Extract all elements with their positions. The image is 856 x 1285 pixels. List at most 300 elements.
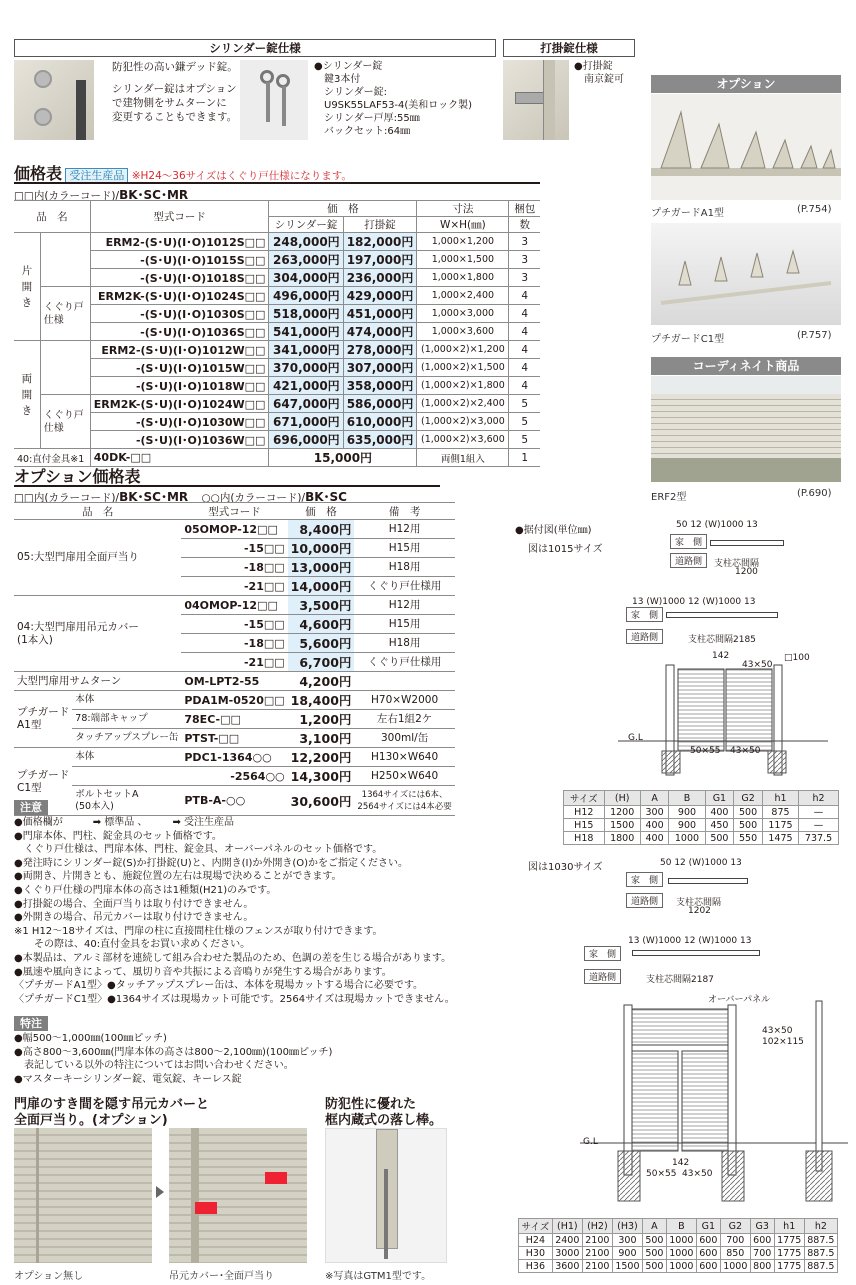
elev1-100: □100 (784, 653, 810, 663)
dim-cell: 400 (705, 806, 734, 819)
elev1-4350b: 43×50 (730, 746, 761, 756)
dim-header-row (564, 791, 839, 806)
petit-guard-c1-image (651, 223, 841, 325)
price-cylinder: 696,000円 (269, 431, 343, 449)
price-code: -(S･U)(I･O)1018S□□ (90, 269, 269, 287)
option-group-name: プチガード A1型 (14, 691, 72, 748)
price-pack: 5 (509, 395, 540, 413)
keys-spec-line: バックセット:64㎜ (324, 126, 411, 137)
dim-cell: H18 (564, 832, 605, 845)
option-sub-name: ボルトセットA (50本入) (72, 786, 181, 816)
price-dimension: (1,000×2)×1,500 (417, 359, 509, 377)
price-dimension: 1,000×1,500 (417, 251, 509, 269)
elev2-102115: 102×115 (762, 1037, 804, 1047)
note-line: 〈プチガードC1型〉●1364サイズは現場カット可能です。2564サイズは現場カットできません。 (14, 993, 455, 1005)
cylinder-desc-line: シリンダー錠はオプション (112, 83, 237, 95)
dim-row (519, 1260, 838, 1273)
option-code: -18□□ (181, 634, 287, 653)
plan3-width: 1202 (688, 906, 711, 916)
price-latch: 278,000円 (343, 341, 417, 359)
opt-col-note: 備 考 (354, 503, 454, 520)
cylinder-desc-line: 変更することもできます。 (112, 111, 238, 123)
price-dimension: (1,000×2)×3,600 (417, 431, 509, 449)
option-sub-name: 本体 (72, 691, 181, 710)
special-line: 表記している以外の特注についてはお問い合わせください。 (14, 1060, 294, 1072)
dim-cell: 800 (750, 1260, 774, 1273)
dim-cell: 1000 (669, 832, 705, 845)
notes-title: 注意 (14, 800, 48, 815)
dim-header-cell: (H2) (582, 1219, 612, 1234)
cover-option-photo (169, 1128, 307, 1263)
dim-cell: 600 (696, 1234, 720, 1247)
note-line: くぐり戸仕様は、門扉本体、門柱、錠金具、オーバーパネルのセット価格です。 (14, 844, 383, 856)
petit-guard-a1-drawing (651, 94, 841, 200)
price-cylinder: 421,000円 (269, 377, 343, 395)
notes-section (14, 800, 455, 1006)
plan3-center-label: 支柱芯間隔 (676, 898, 722, 908)
elevation2-drawing (580, 995, 848, 1210)
option-price: 12,200円 (288, 748, 355, 767)
option-row (14, 729, 455, 748)
option-price: 3,500円 (288, 596, 355, 615)
elev1-142: 142 (712, 651, 730, 661)
plan3-gate (668, 878, 748, 884)
petit-a1-label: プチガードA1型 (651, 208, 725, 219)
price-pack: 3 (509, 233, 540, 251)
option-price: 30,600円 (288, 786, 355, 816)
petit-c1-label: プチガードC1型 (651, 334, 725, 345)
option-group-name: 大型門扉用サムターン (14, 672, 181, 691)
price-latch: 429,000円 (343, 287, 417, 305)
price-row (14, 377, 540, 395)
option-sub-name: 78:端部キャップ (72, 710, 181, 729)
price-pack: 5 (509, 413, 540, 431)
dim-header-row (519, 1219, 838, 1234)
option-code: -21□□ (181, 577, 287, 596)
col-dim2: W×H(㎜) (417, 217, 509, 233)
option-note: くぐり戸仕様用 (354, 577, 454, 596)
keys-spec (314, 60, 472, 138)
dim-cell: 300 (640, 806, 669, 819)
keys-photo (240, 60, 308, 140)
price-rule (14, 182, 540, 184)
caption-gtm1: ※写真はGTM1型です。 (325, 1271, 432, 1282)
group-blank (40, 233, 90, 287)
dim-table-2 (518, 1218, 838, 1273)
option-note: くぐり戸仕様用 (354, 653, 454, 672)
plan4-center: 支柱芯間隔2187 (646, 975, 714, 985)
price-cylinder: 341,000円 (269, 341, 343, 359)
drawing-heading: ●据付図(単位㎜) (515, 525, 592, 536)
opt-col-name: 品 名 (14, 503, 181, 520)
dim-cell: 887.5 (804, 1260, 837, 1273)
dim-cell: 600 (750, 1234, 774, 1247)
price-dimension: (1,000×2)×1,800 (417, 377, 509, 395)
dim-cell: 550 (734, 832, 763, 845)
color-code-label: □□内(カラーコード)/ (14, 492, 120, 504)
dim-header-cell: (H) (604, 791, 640, 806)
dim-cell: 737.5 (799, 832, 839, 845)
latch-section-title: 打掛錠仕様 (503, 39, 635, 57)
price-code: -(S･U)(I･O)1018W□□ (90, 377, 269, 395)
dim-cell: 450 (705, 819, 734, 832)
option-note: 300ml/缶 (354, 729, 454, 748)
dim-row (564, 806, 839, 819)
dim-cell: 1000 (666, 1234, 696, 1247)
keys-spec-line: シリンダー錠: (324, 87, 387, 98)
dim-cell: 600 (696, 1247, 720, 1260)
dim-cell: 1000 (720, 1260, 750, 1273)
dim-header-cell: h1 (774, 1219, 804, 1234)
price-dimension: (1,000×2)×3,000 (417, 413, 509, 431)
cylinder-lock-photo (14, 60, 94, 140)
option-note: H15用 (354, 615, 454, 634)
dim-cell: H30 (519, 1247, 553, 1260)
option-note: H250×W640 (354, 767, 454, 786)
drawing-sub-2: 図は1030サイズ (528, 862, 603, 873)
latch-desc-line: ●打掛錠 (574, 61, 613, 72)
price-latch: 182,000円 (343, 233, 417, 251)
price-dimension: 1,000×1,800 (417, 269, 509, 287)
arrow-right-icon (156, 1186, 164, 1198)
price-code: ERM2K-(S･U)(I･O)1024S□□ (90, 287, 269, 305)
dim-cell: 1775 (774, 1247, 804, 1260)
price-dimension: 1,000×2,400 (417, 287, 509, 305)
color-code-values-2: BK･SC (305, 490, 347, 504)
price-code: -(S･U)(I･O)1015W□□ (90, 359, 269, 377)
petit-guard-c1-drawing (651, 223, 841, 325)
option-rule (14, 485, 440, 487)
price-code: -(S･U)(I･O)1030S□□ (90, 305, 269, 323)
price-latch: 635,000円 (343, 431, 417, 449)
price-dimension: (1,000×2)×1,200 (417, 341, 509, 359)
price-dimension: 1,000×1,200 (417, 233, 509, 251)
price-pack: 3 (509, 269, 540, 287)
petit-c1-page: (P.757) (797, 330, 832, 341)
price-cylinder: 518,000円 (269, 305, 343, 323)
option-price: 8,400円 (288, 520, 355, 539)
cylinder-desc-line: 防犯性の高い鎌デッド錠。 (112, 61, 238, 73)
dim-cell: — (799, 819, 839, 832)
price-latch: 358,000円 (343, 377, 417, 395)
dim-table-1 (563, 790, 839, 845)
option-group-name: プチガード C1型 (14, 748, 72, 816)
dim-header-cell: サイズ (519, 1219, 553, 1234)
price-cylinder: 248,000円 (269, 233, 343, 251)
option-code: 05OMOP-12□□ (181, 520, 287, 539)
col-cyl: シリンダー錠 (269, 217, 343, 233)
elevation1-svg (598, 655, 848, 785)
erf2-page: (P.690) (797, 488, 832, 499)
dim-row (564, 819, 839, 832)
option-sub-name: タッチアップスプレー缶 (72, 729, 181, 748)
option-sub-name: 本体 (72, 748, 181, 767)
dim-header-cell: G1 (705, 791, 734, 806)
color-code-values: BK･SC･MR (119, 490, 189, 504)
price-row (14, 341, 540, 359)
option-code: -21□□ (181, 653, 287, 672)
note-line: ●価格欄が ➡ 標準品 、 ➡ 受注生産品 (14, 817, 235, 828)
option-price: 14,300円 (288, 767, 355, 786)
dim-cell: 600 (696, 1260, 720, 1273)
group-kuguri: くぐり戸 仕様 (40, 287, 90, 341)
price-latch: 307,000円 (343, 359, 417, 377)
option-note: H18用 (354, 558, 454, 577)
dim-cell: 700 (750, 1247, 774, 1260)
petit-guard-a1-image (651, 94, 841, 200)
option-code: -15□□ (181, 539, 287, 558)
color-code-label: □□内(カラーコード)/ (14, 190, 120, 202)
dim-row (519, 1234, 838, 1247)
price-latch: 197,000円 (343, 251, 417, 269)
price-cylinder: 304,000円 (269, 269, 343, 287)
latch-desc (574, 60, 624, 86)
bottom-title-2: 防犯性に優れた 框内蔵式の落し棒。 (325, 1097, 443, 1128)
price-cylinder: 496,000円 (269, 287, 343, 305)
col-price: 価 格 (269, 201, 417, 217)
dim-cell: 1775 (774, 1260, 804, 1273)
dim-header-cell: B (666, 1219, 696, 1234)
dim-cell: 1475 (762, 832, 798, 845)
price-latch: 236,000円 (343, 269, 417, 287)
dim-cell: 1500 (604, 819, 640, 832)
special-line: ●幅500～1,000㎜(100㎜ピッチ) (14, 1033, 167, 1044)
dim-cell: 400 (640, 819, 669, 832)
drop-rod-photo (325, 1128, 447, 1263)
option-code: -15□□ (181, 615, 287, 634)
dim-cell: 1500 (612, 1260, 642, 1273)
price-table (14, 200, 540, 467)
elev1-gl: G.L (628, 733, 643, 743)
elevation2-svg (580, 995, 848, 1210)
option-code: PDA1M-0520□□ (181, 691, 287, 710)
plan4-gate (632, 950, 760, 956)
dim-cell: H12 (564, 806, 605, 819)
option-note: H12用 (354, 520, 454, 539)
special-line: ●マスターキーシリンダー錠、電気錠、キーレス錠 (14, 1073, 242, 1085)
cylinder-desc (112, 60, 238, 124)
dim-cell: 1200 (604, 806, 640, 819)
price-row (14, 413, 540, 431)
plan4-road-side: 道路側 (584, 969, 621, 984)
dim-cell: 1775 (774, 1234, 804, 1247)
price-pack: 4 (509, 377, 540, 395)
price-code: -(S･U)(I･O)1015S□□ (90, 251, 269, 269)
price-code: -(S･U)(I･O)1036S□□ (90, 323, 269, 341)
price-pack: 4 (509, 341, 540, 359)
dim-cell: 2100 (582, 1260, 612, 1273)
dim-cell: 900 (669, 806, 705, 819)
price-title: 価格表 (14, 164, 63, 183)
price-pack: 4 (509, 305, 540, 323)
keys-spec-line: シリンダー戸厚:55㎜ (324, 113, 420, 124)
price-row (14, 251, 540, 269)
price-pack: 4 (509, 287, 540, 305)
option-table (14, 502, 455, 816)
erf2-image (651, 376, 841, 482)
group-kata: 片 開 き (14, 233, 40, 341)
option-price: 5,600円 (288, 634, 355, 653)
dim-cell: 1800 (604, 832, 640, 845)
option-note: H15用 (354, 539, 454, 558)
price-code: ERM2-(S･U)(I･O)1012W□□ (90, 341, 269, 359)
option-price: 13,000円 (288, 558, 355, 577)
option-price: 4,200円 (288, 672, 355, 691)
option-row (14, 596, 455, 615)
elev1-5055: 50×55 (690, 746, 721, 756)
col-dim: 寸法 (417, 201, 509, 217)
color-code-values: BK･SC･MR (119, 188, 189, 202)
price-row (14, 359, 540, 377)
option-note: H130×W640 (354, 748, 454, 767)
plan4-dim: 13 (W)1000 12 (W)1000 13 (628, 936, 752, 946)
price-code: -(S･U)(I･O)1036W□□ (90, 431, 269, 449)
dim-cell: 500 (734, 819, 763, 832)
price-row (14, 269, 540, 287)
option-code: OM-LPT2-55 (181, 672, 287, 691)
option-price: 10,000円 (288, 539, 355, 558)
note-line: ●打掛錠の場合、全面戸当りは取り付けできません。 (14, 898, 254, 910)
dim-cell: 887.5 (804, 1234, 837, 1247)
price-title-row (14, 161, 352, 184)
plan1-center-label: 支柱芯間隔 (714, 559, 760, 569)
price-cylinder: 370,000円 (269, 359, 343, 377)
price-code: -(S･U)(I･O)1030W□□ (90, 413, 269, 431)
caption-no-option: オプション無し (14, 1271, 84, 1282)
no-option-photo (14, 1128, 152, 1263)
note-line: ●発注時にシリンダー錠(S)か打掛錠(U)と、内開き(I)か外開き(O)かをご指定ください。 (14, 857, 409, 869)
dim-header-cell: A (640, 791, 669, 806)
dim-cell: H15 (564, 819, 605, 832)
option-group-name: 05:大型門扉用全面戸当り (14, 520, 181, 596)
note-line: 〈プチガードA1型〉●タッチアップスプレー缶は、本体を現場カットする場合に必要です。 (14, 980, 424, 992)
elev2-4350: 43×50 (762, 1026, 793, 1036)
option-code: PDC1-1364○○ (181, 748, 287, 767)
dim-cell: 3600 (552, 1260, 582, 1273)
price-last-name: 40:直付金具※1 (14, 449, 90, 467)
col-pack2: 数 (509, 217, 540, 233)
option-sub-name (72, 767, 181, 786)
dim-row (564, 832, 839, 845)
price-latch: 451,000円 (343, 305, 417, 323)
price-latch: 586,000円 (343, 395, 417, 413)
latch-desc-line: 南京錠可 (584, 74, 624, 85)
plan1-width: 1200 (735, 567, 758, 577)
option-price: 6,700円 (288, 653, 355, 672)
note-line: ●風速や風向きによって、風切り音や共振による音鳴りが発生する場合があります。 (14, 966, 392, 978)
price-note: ※H24～36サイズはくぐり戸仕様になります。 (131, 170, 352, 182)
price-cylinder: 541,000円 (269, 323, 343, 341)
note-line: ●門扉本体、門柱、錠金具のセット価格です。 (14, 830, 222, 842)
dim-cell: 500 (642, 1260, 666, 1273)
dim-cell: 2100 (582, 1234, 612, 1247)
price-cylinder: 671,000円 (269, 413, 343, 431)
elevation1-drawing (598, 655, 848, 785)
option-note (354, 672, 454, 691)
dim-cell: 500 (734, 806, 763, 819)
price-last-pack: 1 (509, 449, 540, 467)
elev2-142: 142 (672, 1158, 690, 1168)
plan1-road-side: 道路側 (670, 553, 707, 568)
dim-cell: 900 (612, 1247, 642, 1260)
dim-header-cell: G3 (750, 1219, 774, 1234)
option-row (14, 672, 455, 691)
option-price: 14,000円 (288, 577, 355, 596)
dim-cell: 500 (642, 1247, 666, 1260)
made-to-order-badge: 受注生産品 (65, 168, 128, 183)
price-row (14, 233, 540, 251)
col-latch: 打掛錠 (343, 217, 417, 233)
dim-row (519, 1247, 838, 1260)
drawing-sub-1: 図は1015サイズ (528, 544, 603, 555)
caption-with-option: 吊元カバー･全面戸当り (169, 1271, 274, 1282)
cylinder-section-title: シリンダー錠仕様 (14, 39, 496, 57)
group-ryo: 両 開 き (14, 341, 40, 449)
dim-cell: 400 (640, 832, 669, 845)
col-pack: 梱包 (509, 201, 540, 217)
plan3-dim: 50 12 (W)1000 13 (660, 858, 742, 868)
plan2-house-side: 家 側 (626, 607, 663, 622)
option-note: H18用 (354, 634, 454, 653)
dim-header-cell: G1 (696, 1219, 720, 1234)
cylinder-desc-line: で建物側をサムターンに (112, 97, 227, 109)
price-row (14, 323, 540, 341)
erf2-label: ERF2型 (651, 492, 687, 503)
elev2-gl: G.L (583, 1137, 598, 1147)
option-price: 4,600円 (288, 615, 355, 634)
dim-cell: 3000 (552, 1247, 582, 1260)
option-row (14, 710, 455, 729)
group-kuguri: くぐり戸 仕様 (40, 395, 90, 449)
option-price: 1,200円 (288, 710, 355, 729)
option-title: オプション (651, 75, 841, 93)
elev2-overpanel: オーバーパネル (708, 995, 771, 1005)
price-latch: 610,000円 (343, 413, 417, 431)
bottom-title-1: 門扉のすき間を隠す吊元カバーと 全面戸当り。(オプション) (14, 1097, 210, 1128)
option-group-name: 04:大型門扉用吊元カバー (1本入) (14, 596, 181, 672)
dim-cell: 2400 (552, 1234, 582, 1247)
price-last-price: 15,000円 (269, 449, 417, 467)
option-note: H70×W2000 (354, 691, 454, 710)
price-last-code: 40DK-□□ (90, 449, 269, 467)
price-cylinder: 647,000円 (269, 395, 343, 413)
opt-col-code: 型式コード (181, 503, 287, 520)
note-line: ※1 H12～18サイズは、門扉の柱に直接間柱仕様のフェンスが取り付けできます。 (14, 925, 383, 937)
plan3-house-side: 家 側 (626, 872, 663, 887)
price-latch: 474,000円 (343, 323, 417, 341)
dim-cell: 887.5 (804, 1247, 837, 1260)
dim-cell: 850 (720, 1247, 750, 1260)
price-pack: 3 (509, 251, 540, 269)
dim-header-cell: h2 (799, 791, 839, 806)
option-code: 04OMOP-12□□ (181, 596, 287, 615)
dim-header-cell: G2 (734, 791, 763, 806)
dim-header-cell: G2 (720, 1219, 750, 1234)
dim-header-cell: h2 (804, 1219, 837, 1234)
elev2-4350b: 43×50 (682, 1169, 713, 1179)
option-note: H12用 (354, 596, 454, 615)
option-row (14, 767, 455, 786)
plan2-center: 支柱芯間隔2185 (688, 635, 756, 645)
special-title: 特注 (14, 1016, 48, 1031)
price-code: ERM2K-(S･U)(I･O)1024W□□ (90, 395, 269, 413)
option-note: 1364サイズには6本、 2564サイズには4本必要 (354, 786, 454, 816)
option-code: -18□□ (181, 558, 287, 577)
note-line: ●両開き、片開きとも、施錠位置の左右は現場で決めることができます。 (14, 871, 342, 883)
plan2-road-side: 道路側 (626, 629, 663, 644)
price-pack: 5 (509, 431, 540, 449)
note-line: ●くぐり戸仕様の門扉本体の高さは1種類(H21)のみです。 (14, 884, 277, 896)
